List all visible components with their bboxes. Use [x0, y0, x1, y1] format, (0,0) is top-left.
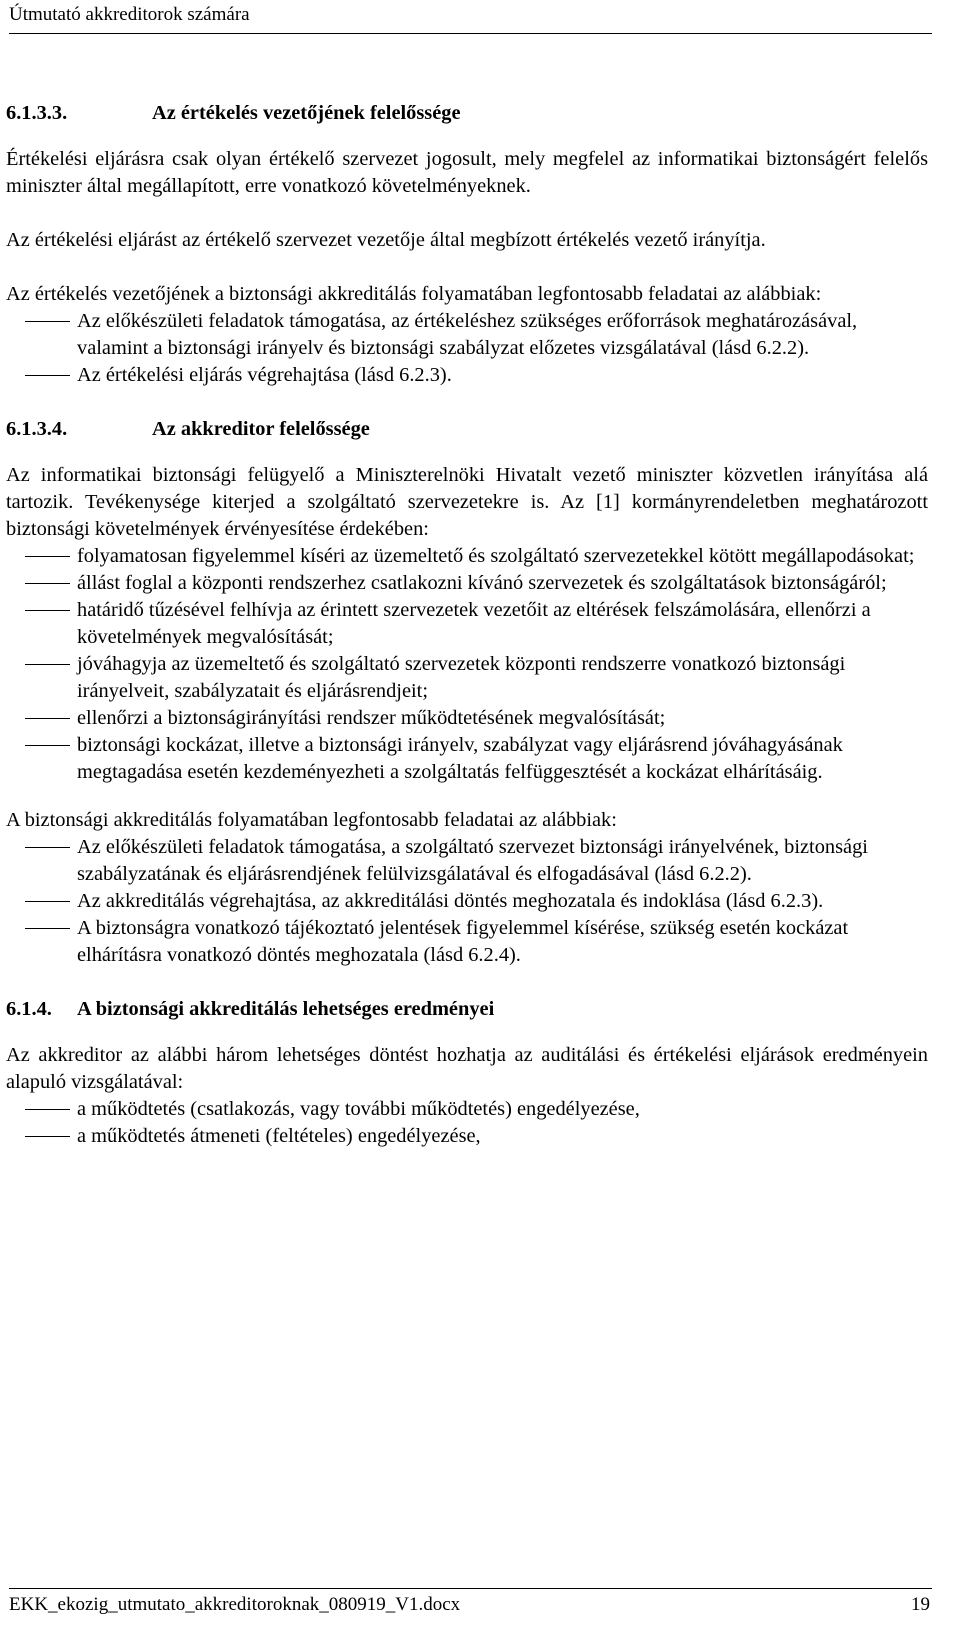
- dash-bullet-icon: [25, 321, 70, 322]
- footer-divider: [9, 1588, 932, 1589]
- footer-filename: EKK_ekozig_utmutato_akkreditoroknak_080919_V1.docx: [9, 1594, 461, 1615]
- section-number: 6.1.4.: [6, 998, 52, 1020]
- header-divider: [9, 33, 932, 34]
- dash-bullet-icon: [25, 847, 70, 848]
- dash-bullet-icon: [25, 928, 70, 929]
- bullet-list: [6, 1096, 928, 1150]
- bullet-list: [6, 834, 928, 969]
- list-item: folyamatosan figyelemmel kíséri az üzemeltető és szolgáltató szervezetekkel kötött megállapodásokat;: [6, 543, 928, 570]
- section-heading-6-1-3-4: [6, 416, 928, 443]
- paragraph: Az informatikai biztonsági felügyelő a Miniszterelnöki Hivatalt vezető miniszter közvetlen irányítása alá tartozik. Tevékenysége kiterjed a szolgáltató szervezetekre is. Az [1] kormányrendeletben meghatározott biztonsági követelmények érvényesítése érdekében:: [6, 464, 928, 540]
- list-item: jóváhagyja az üzemeltető és szolgáltató szervezetek központi rendszerre vonatkozó biztonsági irányelveit, szabályzatait és eljárásrendjeit;: [6, 651, 928, 705]
- list-item: A biztonságra vonatkozó tájékoztató jelentések figyelemmel kísérése, szükség esetén kockázat elhárításra vonatkozó döntés meghozatala (lásd 6.2.4).: [6, 915, 928, 969]
- dash-bullet-icon: [25, 583, 70, 584]
- list-item: a működtetés (csatlakozás, vagy további működtetés) engedélyezése,: [6, 1096, 928, 1123]
- running-header: Útmutató akkreditorok számára: [9, 4, 250, 25]
- section-number: 6.1.3.3.: [6, 102, 68, 124]
- dash-bullet-icon: [25, 718, 70, 719]
- list-item: határidő tűzésével felhívja az érintett szervezetek vezetőit az eltérések felszámolására, ellenőrzi a követelmények megvalósítását;: [6, 597, 928, 651]
- dash-bullet-icon: [25, 745, 70, 746]
- dash-bullet-icon: [25, 556, 70, 557]
- section-title: Az értékelés vezetőjének felelőssége: [152, 102, 461, 124]
- paragraph: Értékelési eljárásra csak olyan értékelő szervezet jogosult, mely megfelel az informatikai biztonságért felelős miniszter által megállapított, erre vonatkozó követelményeknek.: [6, 148, 928, 197]
- list-item: Az értékelési eljárás végrehajtása (lásd 6.2.3).: [6, 362, 928, 389]
- list-item: Az előkészületi feladatok támogatása, az értékeléshez szükséges erőforrások meghatározásával, valamint a biztonsági irányelv és biztonsági szabályzat előzetes vizsgálatával (lásd 6.2.2).: [6, 308, 928, 362]
- dash-bullet-icon: [25, 610, 70, 611]
- section-heading-6-1-4: [6, 996, 928, 1023]
- section-heading-6-1-3-3: [6, 100, 928, 127]
- page-content: [6, 100, 928, 1150]
- paragraph: A biztonsági akkreditálás folyamatában legfontosabb feladatai az alábbiak:: [6, 809, 617, 831]
- dash-bullet-icon: [25, 664, 70, 665]
- bullet-list: [6, 543, 928, 786]
- list-item: állást foglal a központi rendszerhez csatlakozni kívánó szervezetek és szolgáltatások biztonságáról;: [6, 570, 928, 597]
- list-item: ellenőrzi a biztonságirányítási rendszer működtetésének megvalósítását;: [6, 705, 928, 732]
- list-item: a működtetés átmeneti (feltételes) engedélyezése,: [6, 1123, 928, 1150]
- dash-bullet-icon: [25, 375, 70, 376]
- paragraph: Az értékelés vezetőjének a biztonsági akkreditálás folyamatában legfontosabb feladatai az alábbiak:: [6, 283, 822, 305]
- bullet-list: [6, 308, 928, 389]
- list-item: Az előkészületi feladatok támogatása, a szolgáltató szervezet biztonsági irányelvének, biztonsági szabályzatának és eljárásrendjének felülvizsgálatával és elfogadásával (lásd 6.2.2).: [6, 834, 928, 888]
- list-item: biztonsági kockázat, illetve a biztonsági irányelv, szabályzat vagy eljárásrend jóváhagyásának megtagadása esetén kezdeményezheti a szolgáltatás felfüggesztését a kockázat elhárításáig.: [6, 732, 928, 786]
- paragraph: Az értékelési eljárást az értékelő szervezet vezetője által megbízott értékelés vezető irányítja.: [6, 229, 766, 251]
- paragraph: Az akkreditor az alábbi három lehetséges döntést hozhatja az auditálási és értékelési eljárások eredményein alapuló vizsgálatával:: [6, 1044, 928, 1093]
- page-number: 19: [911, 1594, 930, 1615]
- section-number: 6.1.3.4.: [6, 418, 68, 440]
- list-item: Az akkreditálás végrehajtása, az akkreditálási döntés meghozatala és indoklása (lásd 6.2.3).: [6, 888, 928, 915]
- dash-bullet-icon: [25, 1109, 70, 1110]
- dash-bullet-icon: [25, 1136, 70, 1137]
- section-title: Az akkreditor felelőssége: [152, 418, 370, 440]
- section-title: A biztonsági akkreditálás lehetséges eredményei: [77, 998, 495, 1020]
- dash-bullet-icon: [25, 901, 70, 902]
